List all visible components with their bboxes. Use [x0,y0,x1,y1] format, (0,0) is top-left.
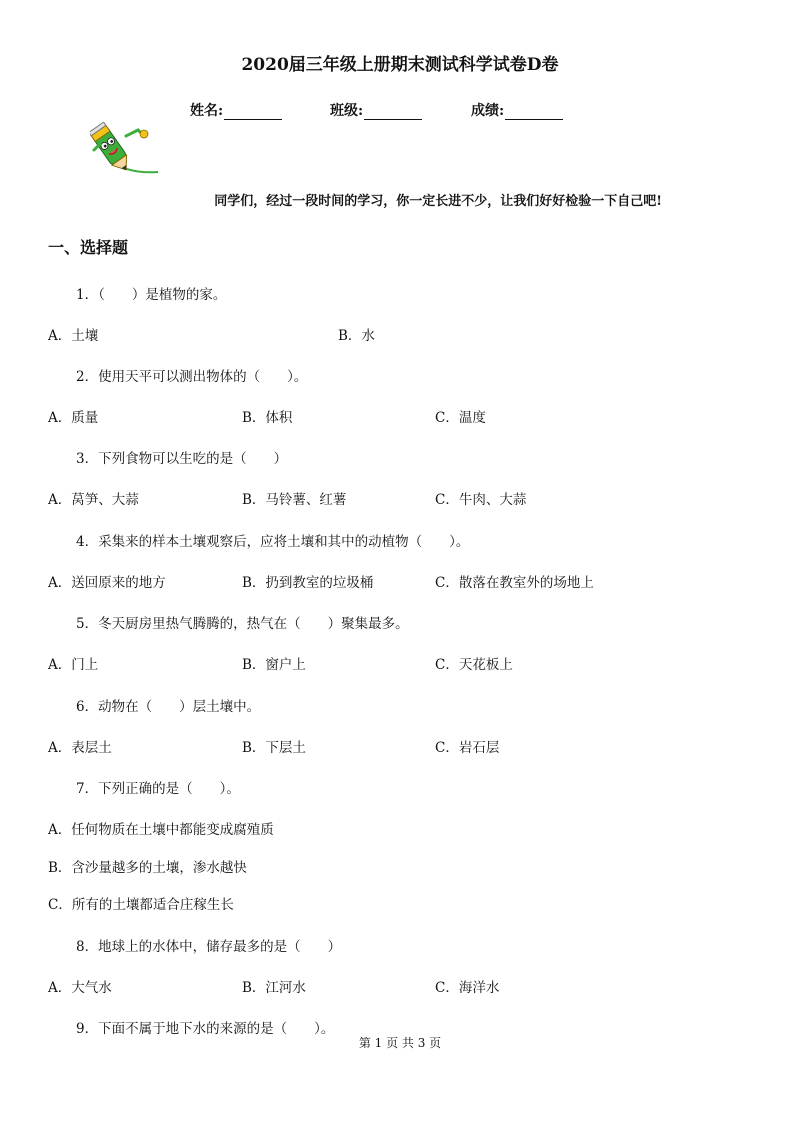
class-field [330,100,422,120]
question-9: 9．下面不属于地下水的来源的是（ ）。 [76,1021,335,1037]
q3-option-b: B．马铃薯、红薯 [242,492,347,508]
q5-option-a: A．门上 [48,657,99,673]
question-5: 5．冬天厨房里热气腾腾的，热气在（ ）聚集最多。 [76,616,409,632]
name-blank [224,105,282,120]
question-3: 3．下列食物可以生吃的是（ ） [76,451,288,467]
question-8: 8．地球上的水体中，储存最多的是（ ） [76,939,342,955]
class-blank [364,105,422,120]
q1-option-a: A．土壤 [48,328,99,344]
score-field [471,100,563,120]
question-1: 1．（ ）是植物的家。 [76,287,227,303]
class-label: 班级: [330,103,364,119]
q3-option-c: C．牛肉、大蒜 [435,492,527,508]
q4-option-a: A．送回原来的地方 [48,575,166,591]
q4-option-b: B．扔到教室的垃圾桶 [242,575,374,591]
name-label: 姓名: [190,103,224,119]
q8-option-a: A．大气水 [48,980,112,996]
score-label: 成绩: [471,103,505,119]
q7-option-a: A．任何物质在土壤中都能变成腐殖质 [48,822,274,838]
score-blank [505,105,563,120]
q7-option-c: C．所有的土壤都适合庄稼生长 [48,897,234,913]
q1-option-b: B．水 [338,328,375,344]
name-field [190,100,282,120]
page-title: 2020届三年级上册期末测试科学试卷D卷 [241,55,559,75]
q6-option-b: B．下层土 [242,740,306,756]
question-2: 2．使用天平可以测出物体的（ ）。 [76,369,308,385]
q4-option-c: C．散落在教室外的场地上 [435,575,594,591]
q8-option-c: C．海洋水 [435,980,500,996]
question-6: 6．动物在（ ）层土壤中。 [76,699,261,715]
q7-option-b: B．含沙量越多的土壤，渗水越快 [48,860,247,876]
q2-option-b: B．体积 [242,410,293,426]
q3-option-a: A．莴笋、大蒜 [48,492,139,508]
greeting-text: 同学们，经过一段时间的学习，你一定长进不少，让我们好好检验一下自己吧! [214,194,662,209]
q5-option-b: B．窗户上 [242,657,306,673]
question-4: 4．采集来的样本土壤观察后，应将土壤和其中的动植物（ ）。 [76,534,470,550]
q2-option-c: C．温度 [435,410,486,426]
question-7: 7．下列正确的是（ ）。 [76,781,240,797]
q6-option-c: C．岩石层 [435,740,500,756]
section-heading: 一、选择题 [48,238,129,257]
q5-option-c: C．天花板上 [435,657,513,673]
pencil-mascot-icon [90,122,162,178]
page-footer: 第 1 页 共 3 页 [358,1036,442,1050]
q2-option-a: A．质量 [48,410,99,426]
q6-option-a: A．表层土 [48,740,112,756]
q8-option-b: B．江河水 [242,980,306,996]
